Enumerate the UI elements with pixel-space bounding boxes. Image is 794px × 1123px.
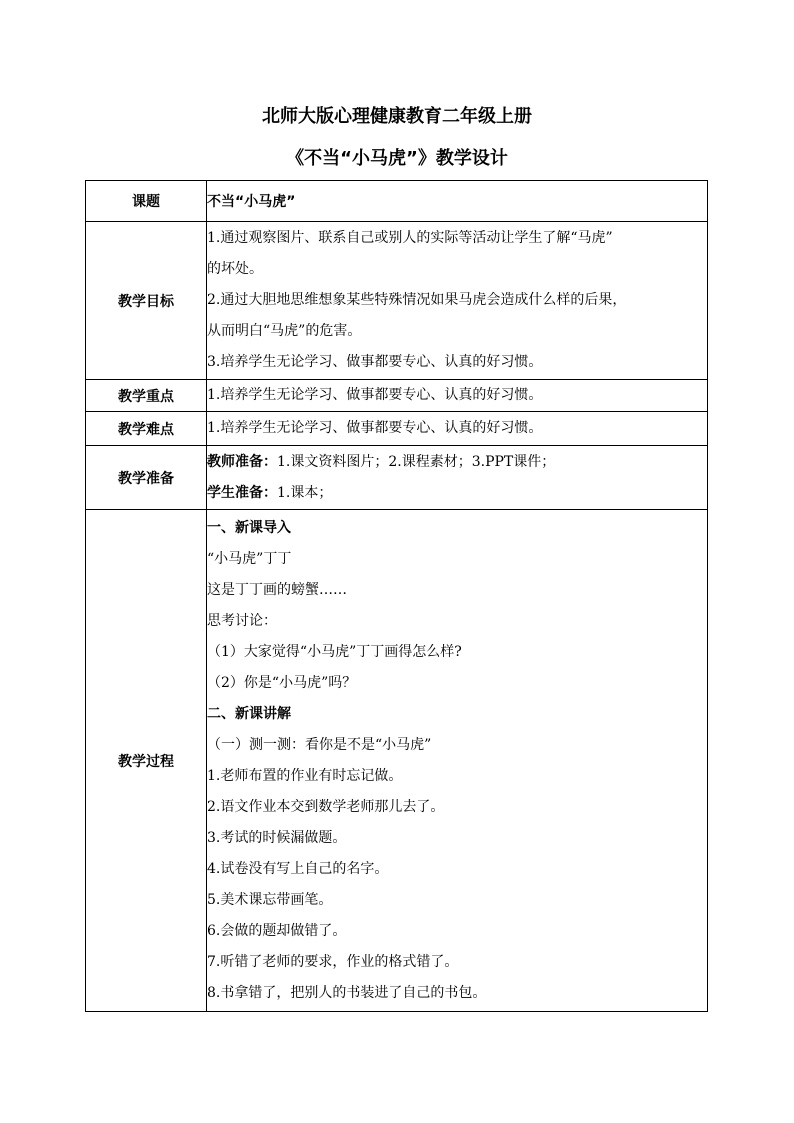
- process-line: 这是丁丁画的螃蟹……: [207, 581, 347, 598]
- row-goals: [86, 222, 708, 380]
- goals-value: [207, 222, 708, 380]
- row-key-point: [86, 380, 708, 412]
- process-label: 教学过程: [86, 510, 207, 1012]
- process-line: 5.美术课忘带画笔。: [207, 891, 333, 908]
- process-line: （1）大家觉得“小马虎”丁丁画得怎么样?: [207, 643, 462, 660]
- row-process: [86, 510, 708, 1012]
- process-line: 7.听错了老师的要求，作业的格式错了。: [207, 953, 459, 970]
- document-subtitle: 《不当“小马虎”》教学设计: [286, 148, 508, 169]
- topic-value: [207, 181, 708, 222]
- goal-line: 的坏处。: [207, 261, 263, 277]
- goals-label: 教学目标: [86, 222, 207, 380]
- process-line: 4.试卷没有写上自己的名字。: [207, 860, 389, 877]
- process-line: 思考讨论：: [207, 612, 277, 629]
- goal-line: 2.通过大胆地思维想象某些特殊情况如果马虎会造成什么样的后果，: [207, 292, 627, 308]
- preparation-value: [207, 446, 708, 510]
- difficulty-value: [207, 412, 708, 446]
- key-point-label: 教学重点: [86, 380, 207, 412]
- process-line: 3.考试的时候漏做题。: [207, 829, 347, 846]
- key-point-text: 1.培养学生无论学习、做事都要专心、认真的好习惯。: [207, 387, 543, 403]
- section-title: 二、新课讲解: [207, 705, 291, 722]
- goal-line: 1.通过观察图片、联系自己或别人的实际等活动让学生了解“马虎”: [207, 230, 613, 246]
- lesson-plan-table: [85, 180, 708, 1012]
- teacher-preparation-label: 教师准备：: [207, 453, 277, 470]
- difficulty-text: 1.培养学生无论学习、做事都要专心、认真的好习惯。: [207, 420, 543, 436]
- student-preparation-label: 学生准备：: [207, 484, 277, 501]
- key-point-value: [207, 380, 708, 412]
- goal-line: 3.培养学生无论学习、做事都要专心、认真的好习惯。: [207, 354, 543, 370]
- student-preparation: [207, 478, 707, 509]
- process-line: 2.语文作业本交到数学老师那儿去了。: [207, 798, 445, 815]
- preparation-label: 教学准备: [86, 446, 207, 510]
- section-title: 一、新课导入: [207, 519, 291, 536]
- topic-value-text: 不当“小马虎”: [207, 194, 296, 210]
- teacher-preparation: [207, 447, 707, 478]
- process-line: 6.会做的题却做错了。: [207, 922, 347, 939]
- process-value: [207, 510, 708, 1012]
- process-line: （一）测一测：看你是不是“小马虎”: [207, 736, 432, 753]
- row-difficulty: [86, 412, 708, 446]
- difficulty-label: 教学难点: [86, 412, 207, 446]
- process-line: 1.老师布置的作业有时忘记做。: [207, 767, 403, 784]
- student-preparation-text: 1.课本；: [277, 484, 333, 501]
- row-topic: [86, 181, 708, 222]
- row-preparation: [86, 446, 708, 510]
- topic-label: 课题: [86, 181, 207, 222]
- process-line: （2）你是“小马虎”吗？: [207, 674, 357, 691]
- process-line: “小马虎”丁丁: [207, 550, 292, 567]
- document-title: 北师大版心理健康教育二年级上册: [262, 106, 532, 127]
- process-line: 8.书拿错了，把别人的书装进了自己的书包。: [207, 984, 487, 1001]
- goal-line: 从而明白“马虎”的危害。: [207, 323, 362, 339]
- teacher-preparation-text: 1.课文资料图片；2.课程素材；3.PPT课件；: [277, 453, 556, 470]
